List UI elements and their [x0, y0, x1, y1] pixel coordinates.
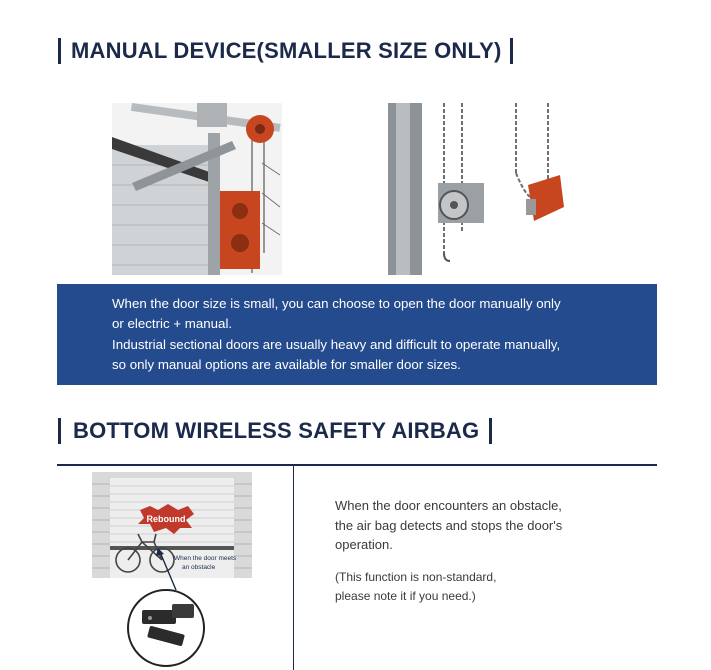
- rebound-label: Rebound: [146, 514, 186, 524]
- obstacle-label-line1: When the door meets: [174, 555, 237, 562]
- banner-text-1: When the door size is small, you can choose to open the door manually only or electric + manual.: [112, 296, 561, 331]
- safety-airbag-title: BOTTOM WIRELESS SAFETY AIRBAG: [73, 418, 480, 443]
- airbag-description: When the door encounters an obstacle, the air bag detects and stops the door's operation.: [335, 498, 563, 552]
- heading-bar-right: [510, 38, 513, 64]
- manual-device-info-banner: [57, 284, 657, 385]
- section-divider-horizontal: [57, 464, 657, 466]
- manual-device-heading: [58, 38, 513, 64]
- obstacle-label-line2: an obstacle: [182, 564, 216, 571]
- section-divider-vertical: [293, 465, 294, 670]
- airbag-illustration: [88, 470, 260, 670]
- airbag-note: (This function is non-standard, please note it if you need.): [335, 570, 497, 603]
- heading-bar-right: [489, 418, 492, 444]
- safety-airbag-heading: [58, 418, 492, 444]
- heading-bar-left: [58, 418, 61, 444]
- manual-chain-hoist-photo: [112, 103, 282, 275]
- chain-pulley-photo: [388, 103, 574, 275]
- heading-bar-left: [58, 38, 61, 64]
- manual-device-title: MANUAL DEVICE(SMALLER SIZE ONLY): [71, 38, 502, 63]
- banner-text-2: Industrial sectional doors are usually heavy and difficult to operate manually, so only manual options are available for smaller door sizes.: [112, 337, 561, 372]
